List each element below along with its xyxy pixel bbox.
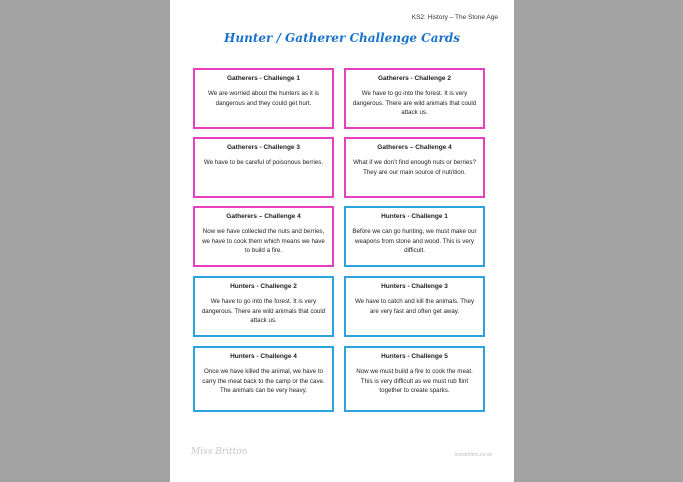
card-title: Hunters - Challenge 1	[381, 213, 448, 220]
card-text: We have to be careful of poisonous berries.	[203, 159, 324, 166]
card-title: Gatherers - Challenge 3	[227, 144, 300, 151]
challenge-card	[344, 137, 485, 198]
card-text: What if we don’t find enough nuts or berries? They are our main source of nutrition.	[353, 159, 476, 176]
card-text: We have to catch and kill the animals. They are very fast and often get away.	[354, 298, 475, 315]
card-title: Hunters - Challenge 2	[230, 283, 297, 290]
card-title: Gatherers – Challenge 4	[377, 144, 452, 151]
card-text: Now we must build a fire to cook the meat. This is very difficult as we must rub flint together to create sparks.	[356, 368, 473, 394]
challenge-card	[193, 206, 334, 267]
card-title: Gatherers – Challenge 4	[226, 213, 301, 220]
subject-header: KS2: History – The Stone Age	[411, 14, 498, 21]
worksheet-page	[170, 0, 514, 482]
card-text: Once we have killed the animal, we have to carry the meat back to the camp or the cave. The animals can be very heavy.	[202, 368, 325, 394]
page-title: Hunter / Gatherer Challenge Cards	[224, 31, 460, 45]
challenge-card	[344, 346, 485, 412]
brand-logo: Miss Britton	[191, 447, 248, 457]
challenge-card	[193, 276, 334, 337]
challenge-card	[344, 68, 485, 129]
card-text: We have to go into the forest. It is very dangerous. There are wild animals that could attack us.	[201, 298, 326, 324]
card-text: We are worried about the hunters as it is dangerous and they could get hurt.	[208, 90, 319, 107]
challenge-card	[193, 137, 334, 198]
card-text: Now we have collected the nuts and berries, we have to cook them which means we have to build a fire.	[202, 228, 325, 254]
challenge-card	[344, 276, 485, 337]
card-title: Gatherers - Challenge 2	[378, 75, 451, 82]
card-text: Before we can go hunting, we must make our weapons from stone and wood. This is very difficult.	[352, 228, 477, 254]
challenge-card	[193, 68, 334, 129]
challenge-card	[344, 206, 485, 267]
website-text: missbritton.co.uk	[454, 452, 492, 458]
card-title: Hunters - Challenge 5	[381, 353, 448, 360]
card-title: Gatherers - Challenge 1	[227, 75, 300, 82]
challenge-card	[193, 346, 334, 412]
card-title: Hunters - Challenge 4	[230, 353, 297, 360]
card-title: Hunters - Challenge 3	[381, 283, 448, 290]
card-text: We have to go into the forest. It is very dangerous. There are wild animals that could attack us.	[352, 90, 477, 116]
